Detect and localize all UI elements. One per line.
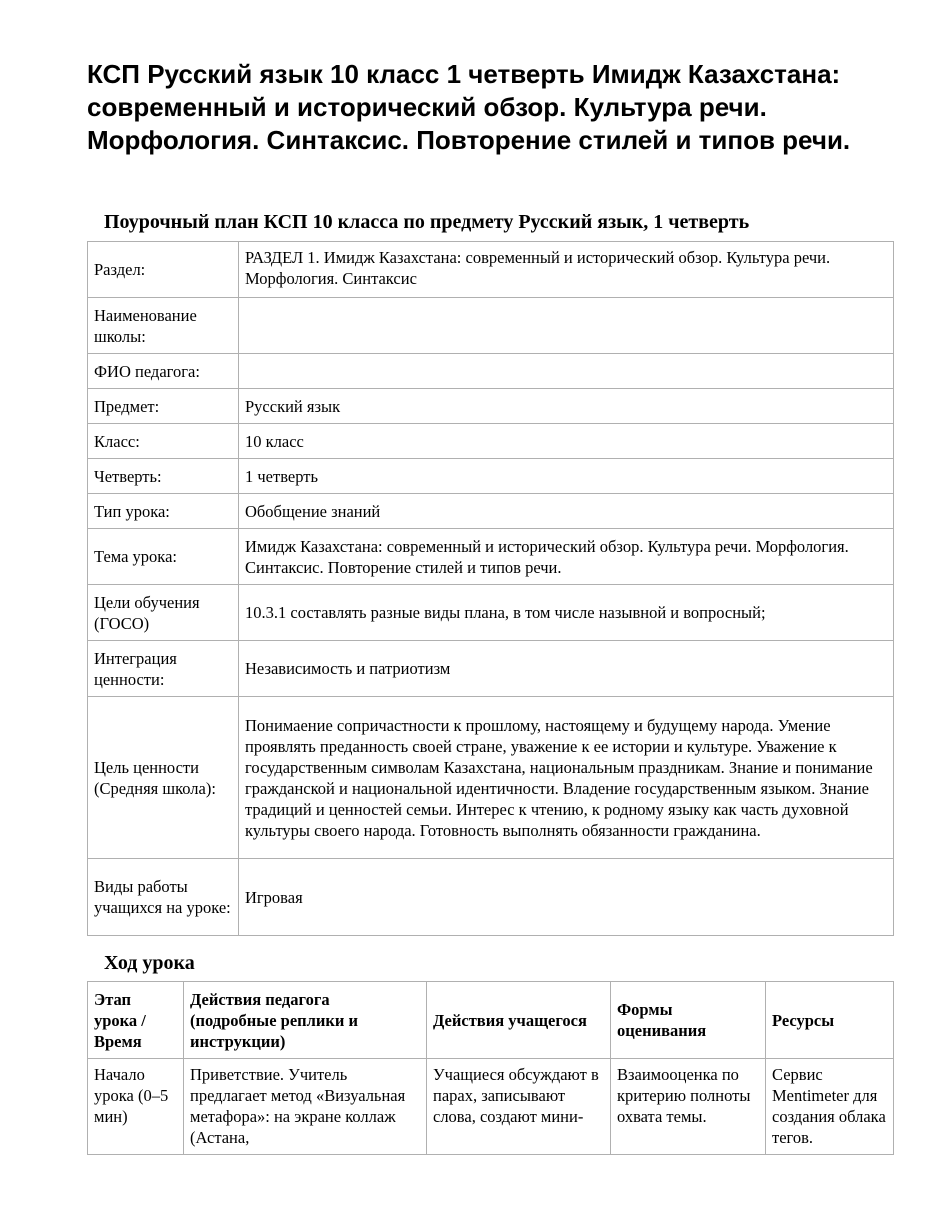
info-row-quarter (88, 459, 894, 494)
info-value: 10 класс (239, 424, 894, 459)
flow-header-cell: Ресурсы (766, 982, 894, 1059)
plan-heading: Поурочный план КСП 10 класса по предмету Русский язык, 1 четверть (104, 211, 750, 233)
flow-cell-text: Учащиеся обсуждают в парах, записывают слова, создают мини- (433, 1065, 599, 1126)
info-label: Четверть: (88, 459, 239, 494)
flow-cell (766, 1059, 894, 1155)
flow-header-cell: Действия педагога (подробные реплики и инструкции) (184, 982, 427, 1059)
info-label: Цель ценности (Средняя школа): (88, 697, 239, 859)
info-value: Русский язык (239, 389, 894, 424)
flow-cell (611, 1059, 766, 1155)
lesson-info-table (87, 241, 894, 936)
info-value: Имидж Казахстана: современный и исторический обзор. Культура речи. Морфология. Синтаксис. Повторение стилей и типов речи. (239, 529, 894, 585)
info-row-learning-goals (88, 585, 894, 641)
info-label: Тема урока: (88, 529, 239, 585)
flow-header-row (88, 982, 894, 1059)
info-label: Предмет: (88, 389, 239, 424)
flow-cell-text: Сервис Mentimeter для создания облака тегов. (772, 1065, 886, 1147)
info-label: ФИО педагога: (88, 354, 239, 389)
info-row-lesson-type (88, 494, 894, 529)
info-label: Раздел: (88, 242, 239, 298)
info-label: Тип урока: (88, 494, 239, 529)
info-value (239, 298, 894, 354)
info-row-teacher (88, 354, 894, 389)
info-row-class (88, 424, 894, 459)
info-row-section (88, 242, 894, 298)
flow-row (88, 1059, 894, 1155)
lesson-flow-table (87, 981, 894, 1155)
flow-header-cell: Этап урока / Время (88, 982, 184, 1059)
info-value: Игровая (239, 859, 894, 936)
flow-cell (427, 1059, 611, 1155)
info-value (239, 354, 894, 389)
info-row-topic (88, 529, 894, 585)
flow-cell-text: Начало урока (0–5 мин) (94, 1065, 169, 1126)
info-row-work-types (88, 859, 894, 936)
info-label: Цели обучения (ГОСО) (88, 585, 239, 641)
lesson-flow-heading: Ход урока (104, 952, 195, 974)
flow-cell-text: Приветствие. Учитель предлагает метод «Визуальная метафора»: на экране коллаж (Астана, (190, 1065, 406, 1147)
document-title: КСП Русский язык 10 класс 1 четверть Имидж Казахстана: современный и исторический обзор. Культура речи. Морфология. Синтаксис. Повторение стилей и типов речи. (87, 59, 851, 155)
flow-cell-text: Взаимооценка по критерию полноты охвата темы. (617, 1065, 751, 1126)
flow-cell (184, 1059, 427, 1155)
info-label: Интеграция ценности: (88, 641, 239, 697)
info-label: Класс: (88, 424, 239, 459)
info-label: Наименование школы: (88, 298, 239, 354)
info-value: РАЗДЕЛ 1. Имидж Казахстана: современный и исторический обзор. Культура речи. Морфология. Синтаксис (239, 242, 894, 298)
info-value: 1 четверть (239, 459, 894, 494)
flow-header-cell: Действия учащегося (427, 982, 611, 1059)
info-label: Виды работы учащихся на уроке: (88, 859, 239, 936)
info-row-value-integration (88, 641, 894, 697)
info-value: Понимаение сопричастности к прошлому, настоящему и будущему народа. Умение проявлять преданность своей стране, уважение к ее истории и культуре. Уважение к государственным символам Казахстана, национальным праздникам. Знание и понимание гражданской и национальной идентичности. Владение государственным языком. Знание традиций и ценностей семьи. Интерес к чтению, к родному языку как часть духовной культуры своего народа. Готовность выполнять обязанности гражданина. (239, 697, 894, 859)
info-value: Обобщение знаний (239, 494, 894, 529)
info-value: Независимость и патриотизм (239, 641, 894, 697)
info-row-value-goal (88, 697, 894, 859)
flow-cell (88, 1059, 184, 1155)
flow-header-cell: Формы оценивания (611, 982, 766, 1059)
info-row-school (88, 298, 894, 354)
info-value: 10.3.1 составлять разные виды плана, в том числе назывной и вопросный; (239, 585, 894, 641)
info-row-subject (88, 389, 894, 424)
